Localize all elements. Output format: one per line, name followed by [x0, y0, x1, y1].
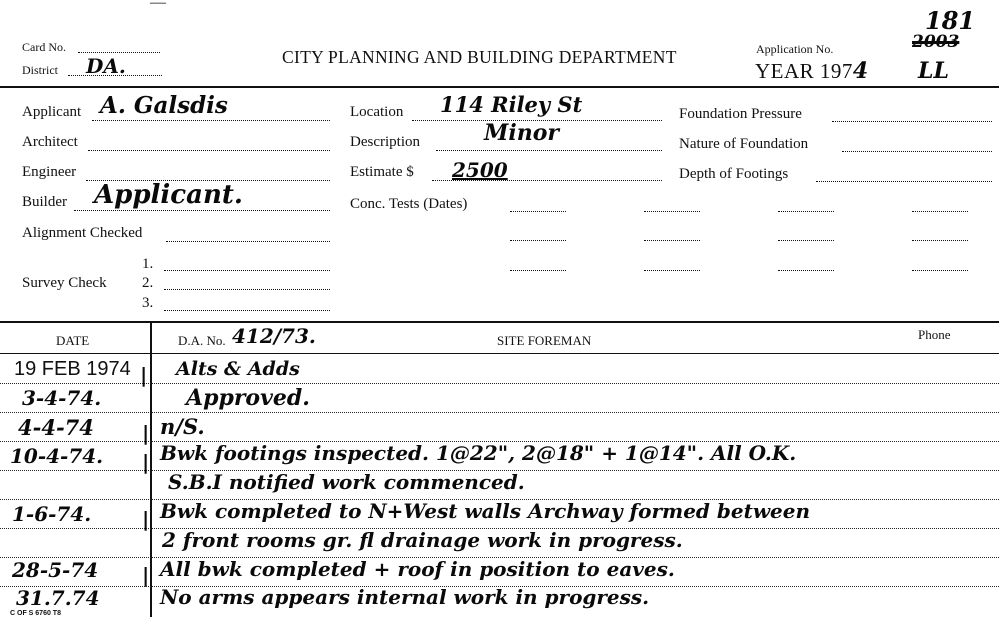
- row-tick: |: [142, 421, 150, 445]
- district-label: District: [22, 63, 58, 77]
- log-date: 4-4-74: [18, 415, 94, 440]
- top-mark: —: [150, 0, 166, 11]
- year-digit: 4: [852, 58, 869, 84]
- conc-line-r1c1: [510, 211, 566, 212]
- log-note: Bwk completed to N+West walls Archway formed between: [160, 499, 811, 523]
- card-no-line: [78, 52, 160, 53]
- row-tick: |: [142, 507, 150, 531]
- survey-line-3: [164, 310, 330, 311]
- foreman-header: SITE FOREMAN: [497, 333, 592, 348]
- log-date: 31.7.74: [16, 586, 100, 610]
- log-row-line: [0, 412, 999, 413]
- log-date: 1-6-74.: [12, 502, 92, 526]
- row-tick: |: [140, 363, 148, 387]
- conc-line-r3c2: [644, 270, 700, 271]
- alignment-label: Alignment Checked: [22, 225, 143, 241]
- year-prefix: YEAR 197: [755, 59, 853, 83]
- log-note: No arms appears internal work in progress.: [160, 585, 650, 609]
- log-row-line: [0, 383, 999, 384]
- district-value: DA.: [86, 54, 126, 78]
- architect-line: [88, 150, 330, 151]
- nature-line: [842, 151, 992, 152]
- conc-line-r1c4: [912, 211, 968, 212]
- department-title: CITY PLANNING AND BUILDING DEPARTMENT: [282, 47, 677, 67]
- form-code: C OF S 6760 T8: [10, 610, 61, 617]
- description-value: Minor: [484, 120, 559, 146]
- year-label: [755, 58, 869, 84]
- log-note: All bwk completed + roof in position to eaves.: [160, 557, 675, 581]
- conc-tests-label: Conc. Tests (Dates): [350, 196, 468, 212]
- estimate-label: Estimate $: [350, 164, 414, 180]
- application-number-struck: 2003: [912, 32, 960, 52]
- conc-line-r2c1: [510, 240, 566, 241]
- conc-line-r2c2: [644, 240, 700, 241]
- conc-line-r3c1: [510, 270, 566, 271]
- nature-label: Nature of Foundation: [679, 136, 809, 152]
- log-note: Approved.: [186, 385, 310, 411]
- row-tick: |: [142, 450, 150, 474]
- applicant-line: [92, 120, 330, 121]
- conc-line-r3c3: [778, 270, 834, 271]
- log-note: S.B.I notified work commenced.: [168, 470, 525, 494]
- applicant-value: A. Galsdis: [100, 92, 228, 119]
- conc-line-r2c3: [778, 240, 834, 241]
- log-note: 2 front rooms gr. fl drainage work in progress.: [162, 528, 683, 552]
- survey-line-1: [164, 270, 330, 271]
- conc-line-r3c4: [912, 270, 968, 271]
- header-rule: [0, 86, 999, 88]
- application-no-label: Application No.: [756, 42, 834, 56]
- log-date: 10-4-74.: [10, 444, 104, 468]
- applicant-label: Applicant: [22, 104, 82, 120]
- log-date: 3-4-74.: [22, 386, 102, 410]
- log-note: Bwk footings inspected. 1@22", 2@18" + 1@14". All O.K.: [160, 441, 797, 465]
- survey-num-2: 2.: [142, 275, 154, 291]
- architect-label: Architect: [22, 134, 78, 150]
- builder-line: [74, 210, 330, 211]
- builder-label: Builder: [22, 194, 67, 210]
- engineer-label: Engineer: [22, 164, 77, 180]
- survey-num-1: 1.: [142, 256, 154, 272]
- survey-num-3: 3.: [142, 295, 154, 311]
- da-value: 412/73.: [232, 324, 316, 348]
- log-note: Alts & Adds: [176, 358, 300, 380]
- conc-line-r2c4: [912, 240, 968, 241]
- depth-label: Depth of Footings: [679, 166, 789, 182]
- alignment-line: [166, 241, 330, 242]
- conc-line-r1c2: [644, 211, 700, 212]
- row-tick: |: [142, 563, 150, 587]
- card-no-label: Card No.: [22, 40, 66, 54]
- depth-line: [816, 181, 992, 182]
- builder-value: Applicant.: [94, 180, 243, 210]
- description-line: [436, 150, 662, 151]
- phone-header: Phone: [918, 327, 951, 342]
- location-value: 114 Riley St: [440, 92, 583, 117]
- date-header: DATE: [56, 333, 90, 348]
- log-date: 28-5-74: [12, 558, 99, 582]
- description-label: Description: [350, 134, 420, 150]
- foundation-pressure-label: Foundation Pressure: [679, 106, 802, 122]
- conc-line-r1c3: [778, 211, 834, 212]
- da-label: D.A. No.: [178, 333, 226, 348]
- log-note: n/S.: [160, 414, 205, 439]
- location-label: Location: [350, 104, 404, 120]
- application-number: 181: [925, 6, 976, 35]
- log-date-divider: [150, 321, 152, 617]
- survey-line-2: [164, 289, 330, 290]
- estimate-value: 2500: [452, 158, 508, 182]
- foundation-pressure-line: [832, 121, 992, 122]
- log-date: 19 FEB 1974: [14, 358, 131, 380]
- application-number-alt: LL: [918, 58, 949, 84]
- survey-label: Survey Check: [22, 275, 107, 291]
